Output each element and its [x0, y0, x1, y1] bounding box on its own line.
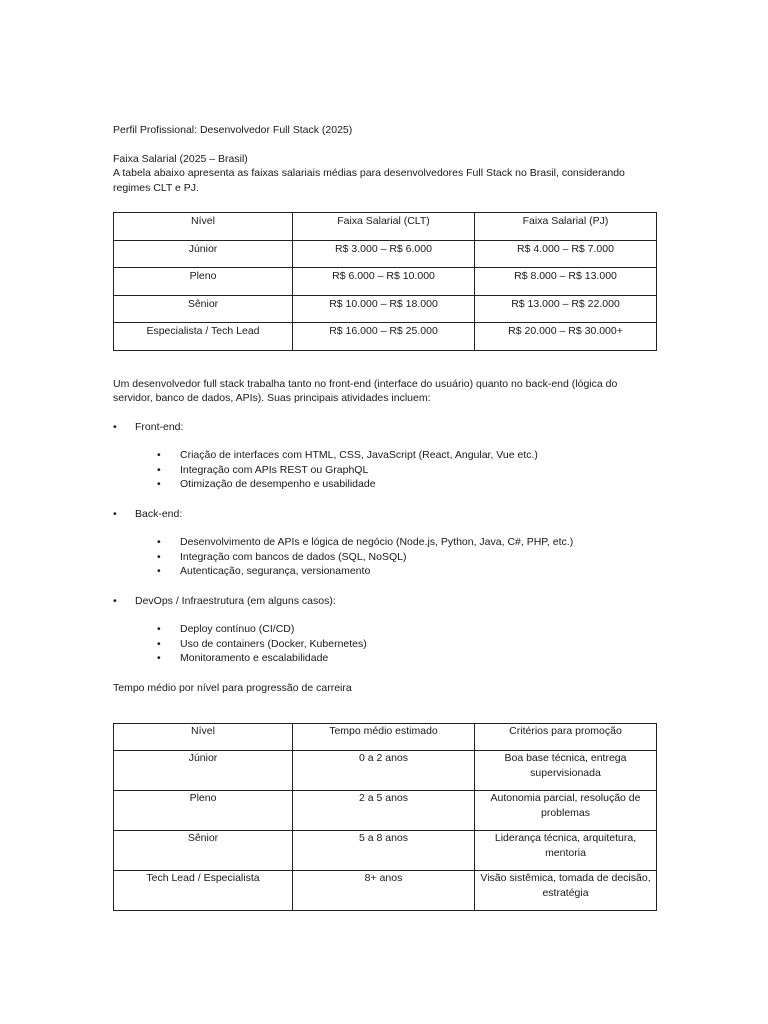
activity-group [113, 420, 658, 492]
career-cell: Sênior [114, 831, 293, 871]
salary-row [114, 268, 657, 296]
bullet-icon: • [157, 449, 161, 461]
career-header-cell: Critérios para promoção [475, 724, 657, 751]
bullet-icon: • [157, 652, 161, 664]
list-item-text: Desenvolvimento de APIs e lógica de negócio (Node.js, Python, Java, C#, PHP, etc.) [180, 536, 574, 548]
salary-cell: Sênior [114, 295, 293, 323]
activity-group-label: DevOps / Infraestrutura (em alguns casos): [135, 594, 336, 607]
salary-cell: Especialista / Tech Lead [114, 323, 293, 351]
career-cell: Visão sistêmica, tomada de decisão, estratégia [475, 871, 657, 911]
list-item-text: Criação de interfaces com HTML, CSS, JavaScript (React, Angular, Vue etc.) [180, 449, 538, 461]
salary-cell: R$ 20.000 – R$ 30.000+ [475, 323, 657, 351]
career-row [114, 831, 657, 871]
list-item-text: Integração com APIs REST ou GraphQL [180, 463, 369, 476]
list-item [157, 564, 658, 579]
list-item-text: Monitoramento e escalabilidade [180, 652, 329, 664]
career-table [113, 723, 657, 911]
bullet-icon: • [157, 536, 161, 548]
career-header-cell: Tempo médio estimado [293, 724, 475, 751]
list-item [157, 477, 658, 492]
career-heading: Tempo médio por nível para progressão de carreira [113, 681, 352, 694]
salary-cell: R$ 6.000 – R$ 10.000 [293, 268, 475, 296]
activity-sublist [157, 448, 658, 492]
salary-row [114, 295, 657, 323]
list-item-text: Deploy contínuo (CI/CD) [180, 623, 295, 635]
career-header-cell: Nível [114, 724, 293, 751]
list-item-text: Otimização de desempenho e usabilidade [180, 478, 376, 490]
career-row [114, 751, 657, 791]
list-item [157, 622, 658, 637]
career-cell: 8+ anos [293, 871, 475, 911]
salary-header-cell: Faixa Salarial (PJ) [475, 213, 657, 241]
bullet-icon: • [113, 507, 117, 520]
document-title: Perfil Profissional: Desenvolvedor Full Stack (2025) [113, 124, 353, 136]
salary-header-cell: Faixa Salarial (CLT) [293, 213, 475, 241]
salary-cell: R$ 3.000 – R$ 6.000 [293, 240, 475, 268]
salary-heading: Faixa Salarial (2025 – Brasil) [113, 152, 248, 165]
salary-header-cell: Nível [114, 213, 293, 241]
career-cell: Liderança técnica, arquitetura, mentoria [475, 831, 657, 871]
career-header-row [114, 724, 657, 751]
salary-cell: R$ 8.000 – R$ 13.000 [475, 268, 657, 296]
salary-intro: A tabela abaixo apresenta as faixas salariais médias para desenvolvedores Full Stack no Brasil, considerando regimes CLT e PJ. [113, 167, 625, 194]
career-cell: 0 a 2 anos [293, 751, 475, 791]
bullet-icon: • [157, 550, 161, 563]
bullet-icon: • [157, 623, 161, 635]
career-cell: Boa base técnica, entrega supervisionada [475, 751, 657, 791]
list-item-text: Autenticação, segurança, versionamento [180, 565, 371, 577]
activity-group-label: Back-end: [135, 507, 183, 520]
bullet-icon: • [157, 637, 161, 650]
career-cell: Pleno [114, 791, 293, 831]
list-item [157, 550, 658, 565]
activity-group-label: Front-end: [135, 420, 184, 433]
document-page [113, 123, 658, 911]
salary-cell: R$ 10.000 – R$ 18.000 [293, 295, 475, 323]
activity-group [113, 594, 658, 666]
salary-table [113, 212, 657, 351]
bullet-icon: • [113, 594, 117, 607]
salary-cell: Júnior [114, 240, 293, 268]
fullstack-description: Um desenvolvedor full stack trabalha tanto no front-end (interface do usuário) quanto no back-end (lógica do servidor, banco de dados, APIs). Suas principais atividades incluem: [113, 377, 618, 404]
salary-cell: R$ 4.000 – R$ 7.000 [475, 240, 657, 268]
career-row [114, 791, 657, 831]
salary-row [114, 240, 657, 268]
career-cell: Júnior [114, 751, 293, 791]
career-cell: Autonomia parcial, resolução de problemas [475, 791, 657, 831]
list-item [157, 463, 658, 478]
list-item [157, 535, 658, 550]
bullet-icon: • [157, 478, 161, 490]
list-item [157, 637, 658, 652]
bullet-icon: • [157, 463, 161, 476]
activity-group [113, 507, 658, 579]
career-row [114, 871, 657, 911]
career-cell: Tech Lead / Especialista [114, 871, 293, 911]
list-item [157, 448, 658, 463]
career-cell: 2 a 5 anos [293, 791, 475, 831]
list-item [157, 651, 658, 666]
career-cell: 5 a 8 anos [293, 831, 475, 871]
activity-sublist [157, 622, 658, 666]
activities-list [113, 420, 658, 666]
salary-cell: R$ 16.000 – R$ 25.000 [293, 323, 475, 351]
list-item-text: Integração com bancos de dados (SQL, NoSQL) [180, 550, 407, 563]
activity-sublist [157, 535, 658, 579]
salary-header-row [114, 213, 657, 241]
salary-row [114, 323, 657, 351]
list-item-text: Uso de containers (Docker, Kubernetes) [180, 637, 367, 650]
salary-cell: R$ 13.000 – R$ 22.000 [475, 295, 657, 323]
bullet-icon: • [113, 420, 117, 433]
salary-cell: Pleno [114, 268, 293, 296]
bullet-icon: • [157, 565, 161, 577]
